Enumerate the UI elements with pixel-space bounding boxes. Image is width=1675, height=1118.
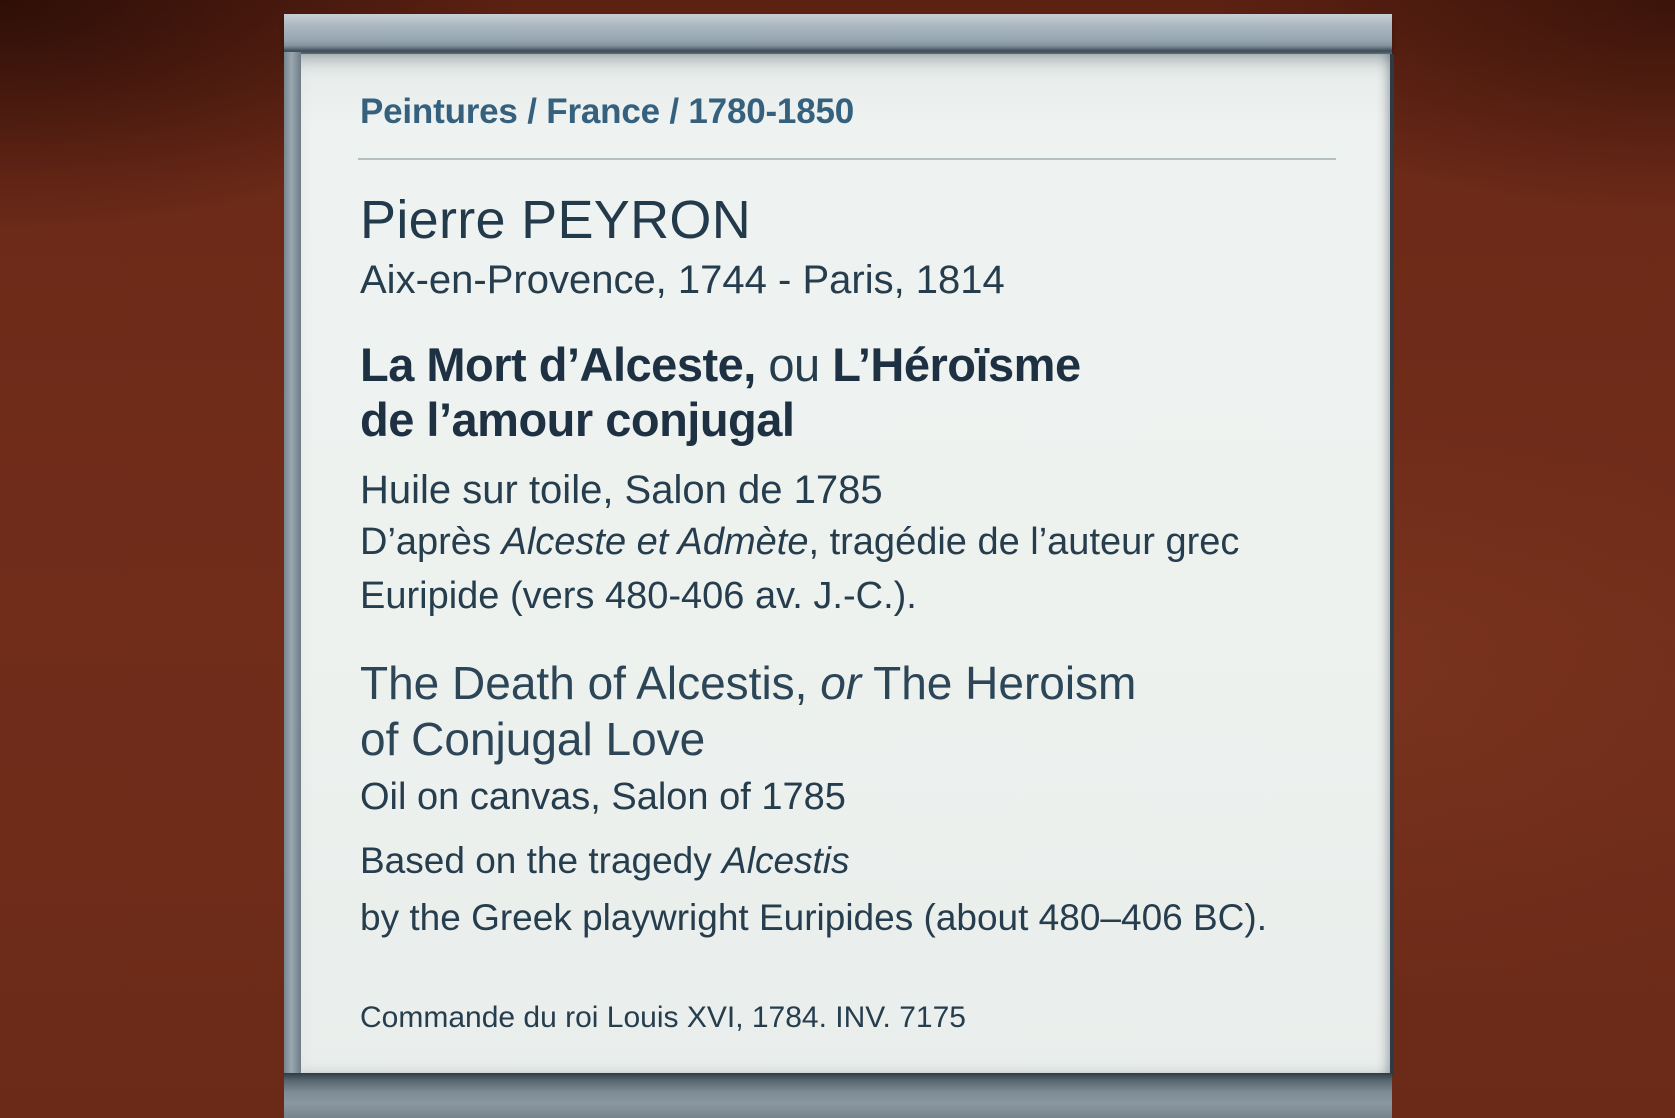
medium-french: Huile sur toile, Salon de 1785 bbox=[360, 468, 883, 512]
source-french-suffix: , tragédie de l’auteur grec bbox=[808, 521, 1240, 563]
museum-label-card bbox=[301, 54, 1394, 1075]
title-english bbox=[360, 655, 1136, 767]
source-english-line2: by the Greek playwright Euripides (about 480–406 BC). bbox=[360, 897, 1268, 938]
title-english-part2: The Heroism bbox=[861, 657, 1137, 709]
label-holder-top-rail bbox=[284, 14, 1392, 58]
title-french-line2: de l’amour conjugal bbox=[360, 393, 795, 446]
source-english-prefix: Based on the tragedy bbox=[360, 840, 723, 881]
credit-inventory-line: Commande du roi Louis XVI, 1784. INV. 7175 bbox=[360, 1001, 966, 1034]
label-holder-bottom-rail bbox=[284, 1073, 1392, 1118]
artist-dates: Aix-en-Provence, 1744 - Paris, 1814 bbox=[360, 258, 1005, 302]
title-english-line2: of Conjugal Love bbox=[360, 713, 706, 765]
title-french bbox=[360, 337, 1081, 447]
source-french bbox=[360, 515, 1239, 623]
source-french-line2: Euripide (vers 480-406 av. J.-C.). bbox=[360, 575, 917, 617]
source-french-play-title: Alceste et Admète bbox=[501, 521, 809, 563]
title-french-bold-part1: La Mort d’Alceste, bbox=[360, 338, 756, 391]
source-english-play-title: Alcestis bbox=[722, 840, 850, 881]
medium-english: Oil on canvas, Salon of 1785 bbox=[360, 776, 846, 818]
source-english bbox=[360, 832, 1267, 946]
divider-line bbox=[358, 158, 1336, 160]
label-holder-left-edge bbox=[284, 52, 301, 1075]
category-breadcrumb: Peintures / France / 1780-1850 bbox=[360, 92, 854, 131]
title-french-bold-part2: L’Héroïsme bbox=[832, 338, 1081, 391]
title-english-or: or bbox=[820, 657, 862, 709]
title-english-part1: The Death of Alcestis, bbox=[360, 657, 821, 709]
artist-name: Pierre PEYRON bbox=[360, 190, 751, 250]
title-french-connector: ou bbox=[755, 338, 833, 391]
source-french-prefix: D’après bbox=[360, 521, 502, 563]
